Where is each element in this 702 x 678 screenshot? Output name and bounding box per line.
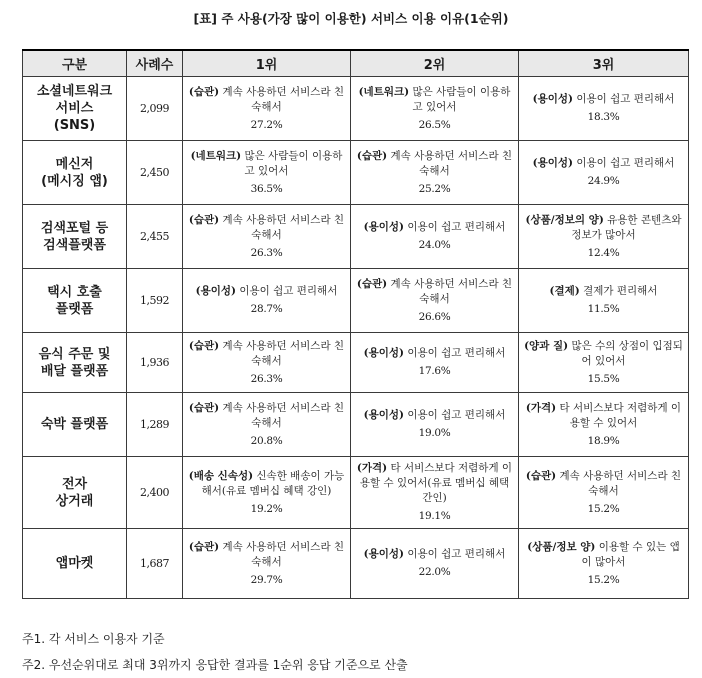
- percent-value: 29.7%: [250, 573, 283, 586]
- reason-description: 이용이 쉽고 편리해서: [576, 157, 675, 169]
- percent-value: 26.3%: [250, 246, 283, 259]
- reason-text: [519, 156, 688, 171]
- category-line: 플랫폼: [55, 301, 94, 317]
- reason-description: 이용이 쉽고 편리해서: [407, 347, 506, 359]
- category-line: 전자: [61, 476, 88, 492]
- table-row: [23, 269, 689, 333]
- category-line: 검색포털 등: [40, 220, 109, 236]
- category-cell: [23, 141, 127, 205]
- rank3-cell: [519, 269, 689, 333]
- category-line: 상거래: [55, 493, 94, 509]
- reason-tag: (가격): [525, 401, 557, 414]
- reason-text: [519, 469, 688, 499]
- reason-tag: (네트워크): [358, 85, 410, 98]
- reason-description: 이용할 수 있는 앱이 많아서: [581, 540, 680, 568]
- reason-description: 계속 사용하던 서비스라 친숙해서: [222, 401, 345, 429]
- table-row: [23, 205, 689, 269]
- reason-description: 많은 사람들이 이용하고 있어서: [244, 149, 343, 177]
- reason-tag: (용이성): [195, 285, 237, 297]
- reason-description: 많은 수의 상점이 입점되어 있어서: [571, 339, 683, 367]
- reason-text: [183, 149, 350, 179]
- reason-tag: (습관): [188, 540, 220, 553]
- percent-value: 26.6%: [418, 310, 451, 323]
- header-category: 구분: [23, 50, 127, 77]
- reason-text: [519, 540, 688, 570]
- table-row: [23, 393, 689, 457]
- reason-description: 타 서비스보다 저렴하게 이용할 수 있어서(유료 멤버십 혜택 간인): [359, 462, 513, 504]
- reason-text: [519, 401, 688, 431]
- count-cell: 1,289: [127, 393, 183, 457]
- reason-text: [183, 401, 350, 431]
- percent-value: 20.8%: [250, 434, 283, 447]
- rank3-cell: [519, 205, 689, 269]
- reason-tag: (네트워크): [190, 149, 242, 162]
- reason-text: [351, 85, 518, 115]
- rank2-cell: [351, 205, 519, 269]
- category-line: 검색플랫폼: [43, 237, 106, 253]
- percent-value: 36.5%: [250, 182, 283, 195]
- rank1-cell: [183, 205, 351, 269]
- rank2-cell: [351, 77, 519, 141]
- category-line: 숙박 플랫폼: [40, 417, 109, 432]
- reason-text: [183, 85, 350, 115]
- percent-value: 15.5%: [587, 372, 620, 385]
- percent-value: 28.7%: [250, 303, 283, 315]
- reason-description: 계속 사용하던 서비스라 친숙해서: [559, 469, 682, 497]
- table-row: [23, 333, 689, 393]
- count-cell: 2,400: [127, 457, 183, 529]
- table-row: [23, 141, 689, 205]
- reason-text: [519, 213, 688, 243]
- percent-value: 22.0%: [418, 566, 451, 578]
- reason-text: [183, 339, 350, 369]
- reason-tag: (습관): [188, 401, 220, 414]
- reason-text: [519, 339, 688, 369]
- table-row: [23, 77, 689, 141]
- percent-value: 15.2%: [587, 502, 620, 515]
- reason-tag: (습관): [188, 213, 220, 226]
- reason-description: 결제가 편리해서: [583, 285, 658, 297]
- category-line: (메시징 앱): [41, 173, 108, 189]
- header-rank2: 2위: [351, 50, 519, 77]
- reason-text: [351, 346, 518, 361]
- reason-description: 계속 사용하던 서비스라 친숙해서: [222, 213, 345, 241]
- percent-value: 19.1%: [418, 510, 451, 522]
- reason-description: 이용이 쉽고 편리해서: [407, 409, 506, 421]
- reason-text: [351, 149, 518, 179]
- count-cell: 2,099: [127, 77, 183, 141]
- reason-tag: (배송 신속성): [188, 469, 254, 482]
- rank1-cell: [183, 393, 351, 457]
- percent-value: 19.2%: [250, 502, 283, 515]
- header-row: [23, 50, 689, 77]
- count-cell: 1,687: [127, 529, 183, 599]
- header-rank3: 3위: [519, 50, 689, 77]
- reason-tag: (용이성): [363, 409, 405, 421]
- reason-text: [351, 277, 518, 307]
- rank1-cell: [183, 77, 351, 141]
- category-line: 소셜네트워크: [36, 84, 113, 99]
- category-cell: [23, 457, 127, 529]
- reason-description: 많은 사람들이 이용하고 있어서: [412, 85, 511, 113]
- category-cell: [23, 529, 127, 599]
- category-cell: [23, 269, 127, 333]
- reason-description: 계속 사용하던 서비스라 친숙해서: [390, 149, 513, 177]
- category-line: 택시 호출: [47, 284, 102, 300]
- footnote: 주2. 우선순위대로 최대 3위까지 응답한 결과를 1순위 응답 기준으로 산출: [22, 658, 408, 672]
- rank2-cell: [351, 141, 519, 205]
- percent-value: 15.2%: [587, 573, 620, 586]
- rank1-cell: [183, 457, 351, 529]
- reason-tag: (용이성): [363, 347, 405, 359]
- category-cell: [23, 333, 127, 393]
- reason-description: 이용이 쉽고 편리해서: [407, 221, 506, 233]
- count-cell: 1,936: [127, 333, 183, 393]
- percent-value: 18.9%: [587, 434, 620, 447]
- reason-tag: (용이성): [532, 157, 574, 169]
- table-title: [표] 주 사용(가장 많이 이용한) 서비스 이용 이유(1순위): [193, 11, 509, 26]
- category-cell: [23, 77, 127, 141]
- reason-tag: (습관): [356, 149, 388, 162]
- reason-text: [183, 213, 350, 243]
- category-line: (SNS): [53, 118, 96, 133]
- percent-value: 19.0%: [418, 427, 451, 439]
- rank2-cell: [351, 269, 519, 333]
- reason-text: [351, 220, 518, 235]
- reason-text: [183, 469, 350, 499]
- reason-tag: (습관): [188, 85, 220, 98]
- reason-text: [183, 540, 350, 570]
- count-cell: 2,450: [127, 141, 183, 205]
- reason-text: [351, 547, 518, 562]
- category-line: 음식 주문 및: [38, 346, 111, 362]
- reason-description: 이용이 쉽고 편리해서: [407, 548, 506, 560]
- percent-value: 18.3%: [587, 111, 620, 123]
- footnote: 주1. 각 서비스 이용자 기준: [22, 632, 165, 646]
- footnotes: [22, 626, 408, 678]
- rank2-cell: [351, 529, 519, 599]
- percent-value: 25.2%: [418, 182, 451, 195]
- header-count: 사례수: [127, 50, 183, 77]
- reason-description: 신속한 배송이 가능해서(유료 멤버십 혜택 강인): [201, 469, 345, 497]
- reason-tag: (용이성): [532, 93, 574, 105]
- reason-tag: (습관): [525, 469, 557, 482]
- rank3-cell: [519, 77, 689, 141]
- reason-description: 이용이 쉽고 편리해서: [576, 93, 675, 105]
- reason-tag: (양과 질): [524, 339, 569, 352]
- reason-description: 이용이 쉽고 편리해서: [239, 285, 338, 297]
- rank3-cell: [519, 393, 689, 457]
- percent-value: 27.2%: [250, 118, 283, 131]
- reason-description: 유용한 콘텐츠와 정보가 많아서: [571, 213, 682, 241]
- table-row: [23, 457, 689, 529]
- rank1-cell: [183, 529, 351, 599]
- reason-tag: (용이성): [363, 221, 405, 233]
- rank3-cell: [519, 141, 689, 205]
- category-cell: [23, 205, 127, 269]
- reason-tag: (용이성): [363, 548, 405, 560]
- rank1-cell: [183, 333, 351, 393]
- percent-value: 17.6%: [418, 365, 451, 377]
- reason-description: 타 서비스보다 저렴하게 이용할 수 있어서: [559, 401, 682, 429]
- percent-value: 24.9%: [587, 175, 620, 187]
- category-cell: [23, 393, 127, 457]
- rank1-cell: [183, 141, 351, 205]
- rank3-cell: [519, 333, 689, 393]
- rank2-cell: [351, 457, 519, 529]
- reason-tag: (상품/정보 양): [527, 540, 596, 553]
- reason-description: 계속 사용하던 서비스라 친숙해서: [222, 85, 345, 113]
- reason-tag: (습관): [188, 339, 220, 352]
- count-cell: 1,592: [127, 269, 183, 333]
- rank2-cell: [351, 333, 519, 393]
- table-row: [23, 529, 689, 599]
- reason-description: 계속 사용하던 서비스라 친숙해서: [222, 540, 345, 568]
- percent-value: 24.0%: [418, 239, 451, 251]
- rank3-cell: [519, 529, 689, 599]
- rank2-cell: [351, 393, 519, 457]
- reason-tag: (상품/정보의 양): [525, 213, 604, 226]
- rank3-cell: [519, 457, 689, 529]
- reasons-table: [22, 49, 689, 599]
- reason-description: 계속 사용하던 서비스라 친숙해서: [222, 339, 345, 367]
- percent-value: 12.4%: [587, 246, 620, 259]
- count-cell: 2,455: [127, 205, 183, 269]
- percent-value: 26.5%: [418, 118, 451, 131]
- category-line: 서비스: [55, 101, 94, 116]
- percent-value: 11.5%: [587, 303, 620, 315]
- category-line: 앱마켓: [55, 556, 94, 571]
- reason-text: [351, 408, 518, 423]
- reason-text: [183, 284, 350, 299]
- reason-tag: (습관): [356, 277, 388, 290]
- reason-text: [519, 284, 688, 299]
- category-line: 배달 플랫폼: [40, 363, 109, 379]
- header-rank1: 1위: [183, 50, 351, 77]
- reason-text: [351, 461, 518, 506]
- reason-description: 계속 사용하던 서비스라 친숙해서: [390, 277, 513, 305]
- reason-text: [519, 92, 688, 107]
- category-line: 메신저: [55, 156, 94, 172]
- percent-value: 26.3%: [250, 372, 283, 385]
- reason-tag: (결제): [549, 285, 580, 297]
- reason-tag: (가격): [356, 462, 388, 474]
- rank1-cell: [183, 269, 351, 333]
